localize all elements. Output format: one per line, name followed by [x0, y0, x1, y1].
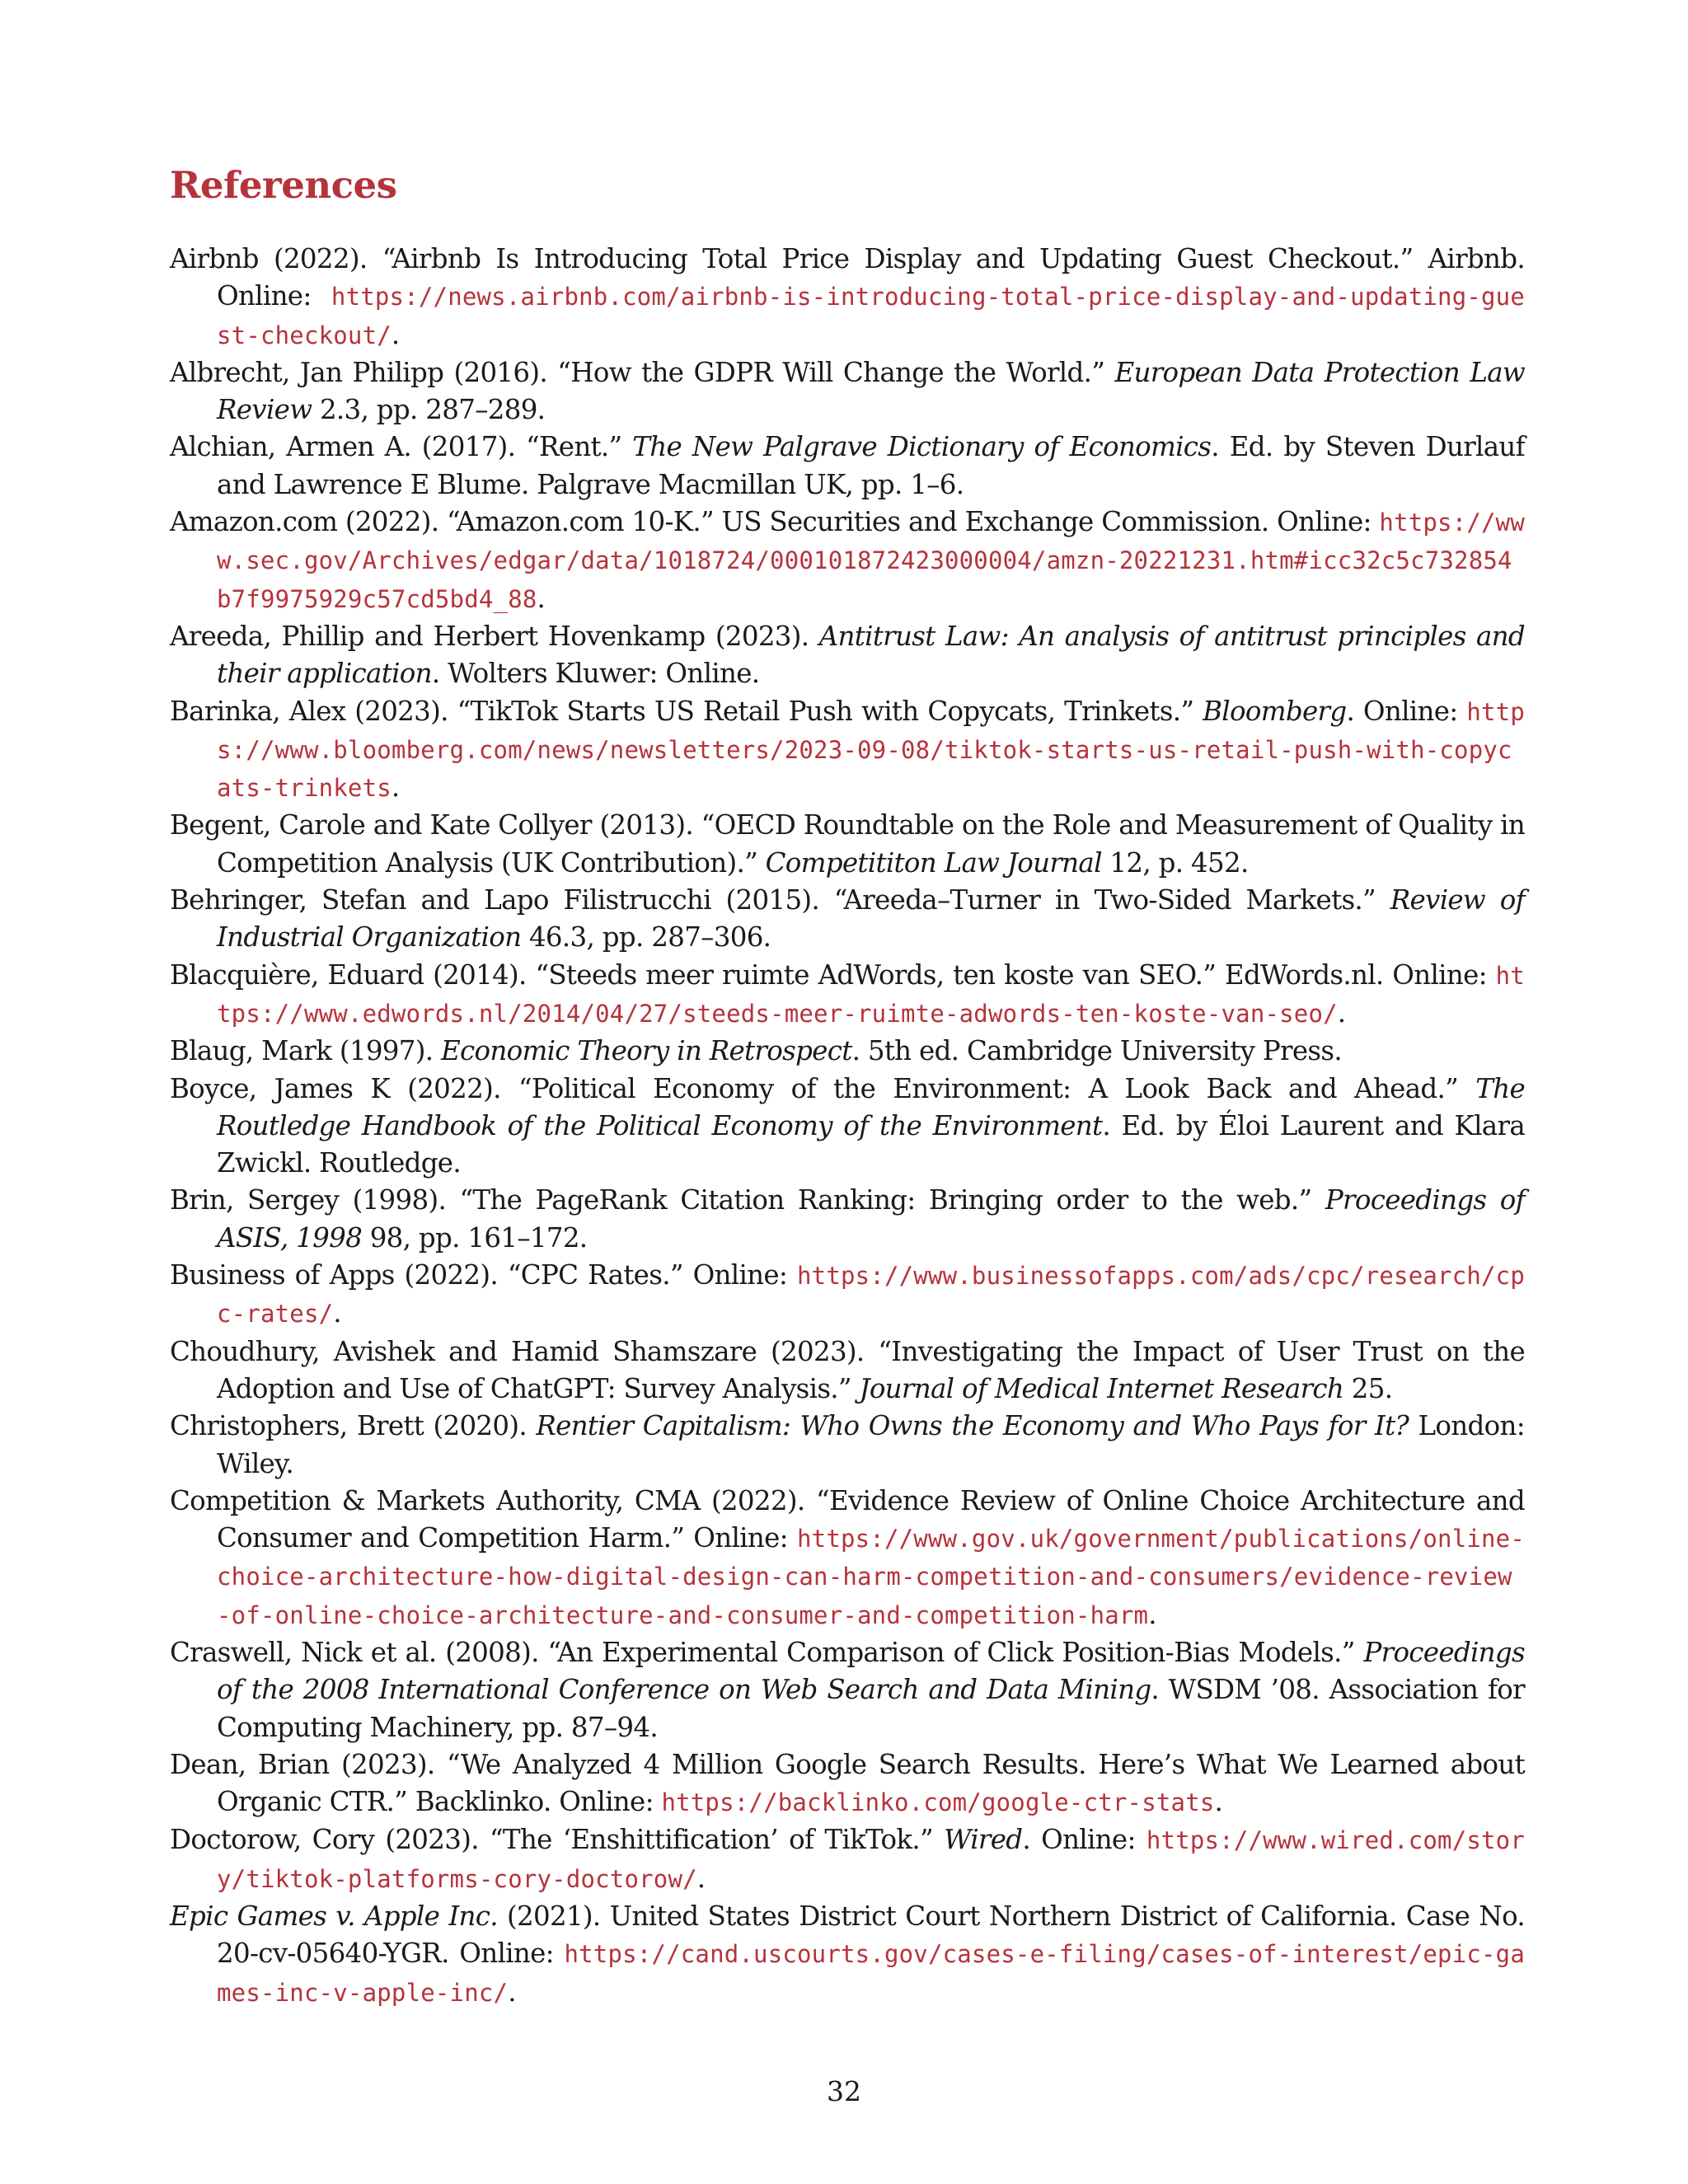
reference-text: . Ed. by Éloi Laurent and Klara Zwickl. Routledge.	[217, 1109, 1525, 1179]
reference-text: Alchian, Armen A. (2017). “Rent.”	[170, 431, 633, 463]
reference-title-italic: Proceedings of the 2008 International Conference on Web Search and Data Mining	[217, 1636, 1525, 1706]
reference-title-italic: Competititon Law Journal	[765, 846, 1102, 879]
reference-entry	[170, 1071, 1525, 1183]
reference-text: 12, p. 452.	[1101, 846, 1249, 879]
reference-text: 25.	[1343, 1372, 1393, 1404]
reference-text: . Online:	[1346, 695, 1467, 727]
reference-entry	[170, 1033, 1525, 1070]
reference-entry	[170, 1746, 1525, 1822]
reference-entry	[170, 1898, 1525, 2012]
reference-url-link[interactable]: https://news.airbnb.com/airbnb-is-introducing-total-price-display-and-updating-guest-checkout/	[217, 283, 1525, 349]
page-number: 32	[827, 2075, 861, 2107]
reference-text: Boyce, James K (2022). “Political Economy of the Environment: A Look Back and Ahead.”	[170, 1072, 1476, 1104]
reference-entry	[170, 1821, 1525, 1898]
reference-text: Doctorow, Cory (2023). “The ‘Enshittification’ of TikTok.”	[170, 1824, 945, 1856]
reference-entry	[170, 1483, 1525, 1634]
reference-text: 98, pp. 161–172.	[362, 1221, 588, 1254]
reference-text: .	[696, 1862, 706, 1894]
reference-text: Choudhury, Avishek and Hamid Shamszare (2023). “Investigating the Impact of User Trust on the Adoption and Use of ChatGPT: Survey Analysis.”	[170, 1335, 1525, 1404]
reference-text: . Ed. by Steven Durlauf and Lawrence E Blume. Palgrave Macmillan UK, pp. 1–6.	[217, 431, 1525, 500]
reference-url-link[interactable]: https://www.wired.com/story/tiktok-platforms-cory-doctorow/	[217, 1826, 1525, 1893]
reference-text: .	[1148, 1598, 1156, 1630]
reference-text: Christophers, Brett (2020).	[170, 1410, 537, 1442]
reference-text: .	[1337, 996, 1346, 1029]
reference-text: Brin, Sergey (1998). “The PageRank Citation Ranking: Bringing order to the web.”	[170, 1184, 1325, 1216]
reference-list	[170, 241, 1525, 2012]
reference-entry	[170, 1182, 1525, 1257]
reference-text: London: Wiley.	[217, 1410, 1525, 1479]
reference-entry	[170, 1333, 1525, 1408]
reference-text: .	[537, 582, 546, 614]
reference-text: . Wolters Kluwer: Online.	[431, 658, 760, 690]
reference-text: Blaug, Mark (1997).	[170, 1035, 441, 1067]
reference-title-italic: Economic Theory in Retrospect	[441, 1035, 852, 1067]
reference-text: .	[391, 318, 400, 350]
reference-text: . WSDM ’08. Association for Computing Machinery, pp. 87–94.	[217, 1674, 1525, 1743]
reference-entry	[170, 1257, 1525, 1333]
reference-text: . Online:	[1022, 1824, 1146, 1856]
reference-url-link[interactable]: https://www.bloomberg.com/news/newsletters/2023-09-08/tiktok-starts-us-retail-push-with-copycats-trinkets	[217, 697, 1525, 803]
reference-url-link[interactable]: https://cand.uscourts.gov/cases-e-filing/cases-of-interest/epic-games-inc-v-apple-inc/	[217, 1940, 1525, 2007]
reference-title-italic: The New Palgrave Dictionary of Economics	[632, 431, 1212, 463]
reference-text: Barinka, Alex (2023). “TikTok Starts US Retail Push with Copycats, Trinkets.”	[170, 695, 1203, 727]
reference-title-italic: Epic Games v. Apple Inc.	[170, 1900, 498, 1933]
reference-entry	[170, 807, 1525, 882]
reference-entry	[170, 693, 1525, 808]
reference-url-link[interactable]: https://backlinko.com/google-ctr-stats	[661, 1788, 1215, 1817]
reference-text: Begent, Carole and Kate Collyer (2013). “OECD Roundtable on the Role and Measurement of Quality in Competition Analysis (UK Contribution).”	[170, 809, 1525, 879]
reference-url-link[interactable]: https://www.sec.gov/Archives/edgar/data/1018724/000101872423000004/amzn-20221231.htm#icc32c5c732854b7f9975929c57cd5bd4_88	[217, 509, 1525, 613]
reference-url-link[interactable]: https://www.edwords.nl/2014/04/27/steeds-meer-ruimte-adwords-ten-koste-van-seo/	[217, 961, 1525, 1028]
reference-text: 46.3, pp. 287–306.	[521, 921, 771, 954]
reference-text: .	[1214, 1786, 1223, 1818]
reference-text: .	[391, 771, 400, 804]
reference-entry	[170, 1634, 1525, 1746]
reference-entry	[170, 429, 1525, 504]
reference-text: Albrecht, Jan Philipp (2016). “How the GDPR Will Change the World.”	[170, 356, 1115, 388]
reference-entry	[170, 1408, 1525, 1483]
reference-text: Behringer, Stefan and Lapo Filistrucchi (2015). “Areeda–Turner in Two-Sided Markets.”	[170, 884, 1390, 916]
reference-text: Business of Apps (2022). “CPC Rates.” Online:	[170, 1259, 798, 1291]
reference-entry	[170, 618, 1525, 693]
reference-text: .	[508, 1975, 516, 2008]
reference-text: Blacquière, Eduard (2014). “Steeds meer ruimte AdWords, ten koste van SEO.” EdWords.nl. Online:	[170, 958, 1496, 991]
reference-text: (2021). United States District Court Northern District of California. Case No. 20-cv-05640-YGR. Online:	[217, 1900, 1525, 1970]
reference-title-italic: Review of Industrial Organization	[217, 884, 1525, 954]
reference-title-italic: Wired	[944, 1824, 1023, 1856]
reference-title-italic: Bloomberg	[1203, 695, 1347, 727]
reference-entry	[170, 354, 1525, 429]
reference-title-italic: Proceedings of ASIS, 1998	[217, 1184, 1525, 1254]
reference-entry	[170, 882, 1525, 957]
reference-text: .	[333, 1297, 341, 1329]
reference-text: Craswell, Nick et al. (2008). “An Experimental Comparison of Click Position-Bias Models.”	[170, 1636, 1364, 1668]
reference-text: Amazon.com (2022). “Amazon.com 10-K.” US Securities and Exchange Commission. Online:	[170, 506, 1380, 538]
reference-entry	[170, 241, 1525, 354]
reference-url-link[interactable]: https://www.gov.uk/government/publications/online-choice-architecture-how-digital-design-can-harm-competition-and-consumers/evidence-review-of-online-choice-architecture-and-consumer-and-competition-harm	[217, 1525, 1525, 1629]
reference-url-link[interactable]: https://www.businessofapps.com/ads/cpc/research/cpc-rates/	[217, 1262, 1525, 1329]
reference-text: Airbnb (2022). “Airbnb Is Introducing Total Price Display and Updating Guest Checkout.” Airbnb. Online:	[170, 243, 1525, 312]
reference-title-italic: Journal of Medical Internet Research	[859, 1372, 1344, 1404]
reference-entry	[170, 957, 1525, 1033]
reference-title-italic: Antitrust Law: An analysis of antitrust principles and their application	[217, 620, 1525, 690]
reference-entry	[170, 504, 1525, 618]
reference-title-italic: The Routledge Handbook of the Political Economy of the Environment	[217, 1072, 1525, 1141]
reference-text: Areeda, Phillip and Herbert Hovenkamp (2023).	[170, 620, 819, 652]
reference-title-italic: Rentier Capitalism: Who Owns the Economy and Who Pays for It?	[536, 1410, 1409, 1442]
reference-text: Competition & Markets Authority, CMA (2022). “Evidence Review of Online Choice Architecture and Consumer and Competition Harm.” Online:	[170, 1484, 1525, 1554]
reference-title-italic: European Data Protection Law Review	[217, 356, 1526, 426]
reference-text: 2.3, pp. 287–289.	[312, 394, 546, 426]
reference-text: . 5th ed. Cambridge University Press.	[851, 1035, 1343, 1067]
section-heading: References	[170, 163, 397, 207]
reference-text: Dean, Brian (2023). “We Analyzed 4 Million Google Search Results. Here’s What We Learned about Organic CTR.” Backlinko. Online:	[170, 1748, 1525, 1818]
